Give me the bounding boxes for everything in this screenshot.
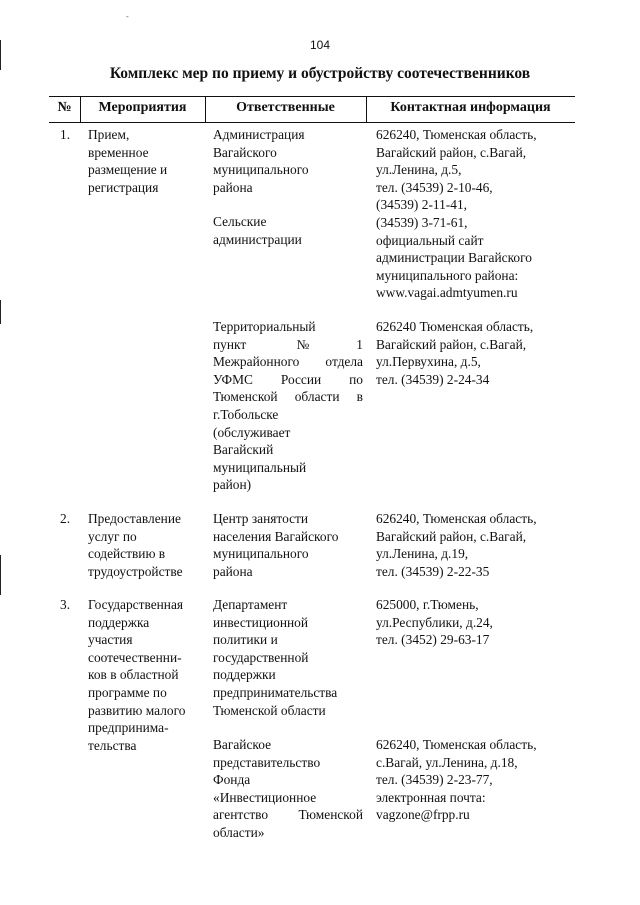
row-3-num: 3. [60,597,71,612]
row-1-measure: Прием, временное размещение и регистрация [88,127,168,195]
row-2-contact: 626240, Тюменская область, Вагайский район, с.Вагай, ул.Ленина, д.19, тел. (34539) 2-22-35 [376,511,537,579]
row-1-responsible-3: Территориальный пункт №1 Межрайонного отдела УФМС России по Тюменской области в г.Тобольске (обслуживает Вагайский муниципальный район) [213,319,363,493]
row-3-contact-1: 625000, г.Тюмень, ул.Республики, д.24, тел. (3452) 29-63-17 [376,597,493,648]
table-header-border [49,122,575,123]
page-number: 104 [309,38,331,52]
row-2-measure: Предоставление услуг по содействию в трудоустройстве [88,511,183,579]
header-contacts: Контактная информация [390,100,551,115]
header-responsible: Ответственные [236,100,335,115]
row-3-measure: Государственная поддержка участия соотечественни- ков в областной программе по развитию малого предпринима- тельства [88,597,186,753]
row-1-responsible-2: Сельские администрации [213,214,302,247]
row-2-responsible: Центр занятости населения Вагайского муниципального района [213,511,339,579]
row-3-responsible-2: Вагайское представительство Фонда «Инвестиционное агентство Тюменской области» [213,737,363,840]
left-margin-mark [0,300,1,324]
table-top-border [49,96,575,97]
left-margin-mark [0,555,1,595]
page-title: Комплекс мер по приему и обустройству соотечественников [109,65,531,82]
row-3-contact-2: 626240, Тюменская область, с.Вагай, ул.Ленина, д.18, тел. (34539) 2-23-77, электронная почта: vagzone@frpp.ru [376,737,537,823]
row-1-responsible-1: Администрация Вагайского муниципального района [213,127,309,195]
row-1-contact-3: 626240 Тюменская область, Вагайский район, с.Вагай, ул.Первухина, д.5, тел. (34539) 2-24-34 [376,319,534,387]
header-num: № [57,100,72,115]
row-3-responsible-1: Департамент инвестиционной политики и государственной поддержки предпринимательства Тюменской области [213,597,338,718]
row-1-num: 1. [60,127,71,142]
row-1-contact-1: 626240, Тюменская область, Вагайский район, с.Вагай, ул.Ленина, д.5, тел. (34539) 2-10-46, (34539) 2-11-41, (34539) 3-71-61, официальный сайт администрации Вагайского муниципального района: www.vagai.admtyumen.ru [376,127,537,301]
stray-mark: - [126,12,129,21]
row-2-num: 2. [60,511,71,526]
header-measures: Мероприятия [98,100,187,115]
